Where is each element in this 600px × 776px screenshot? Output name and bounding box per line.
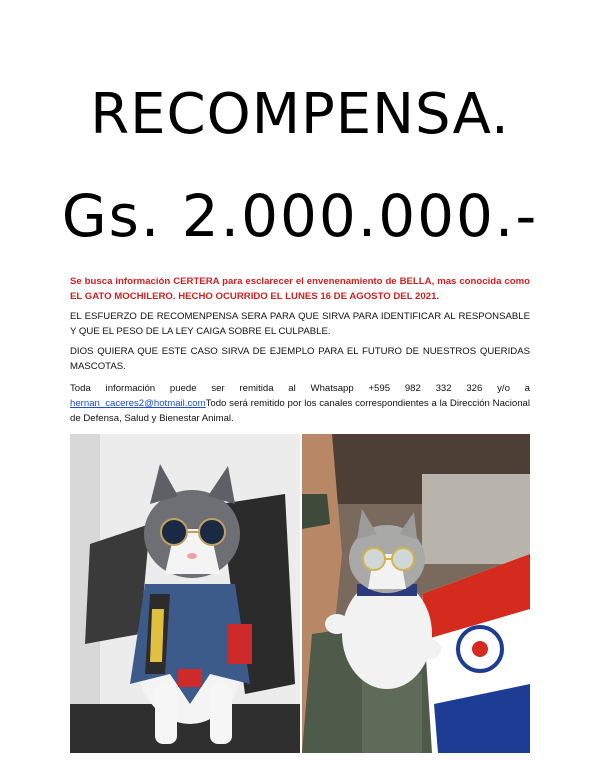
notice-paragraph: Se busca información CERTERA para esclarecer el envenenamiento de BELLA, mas conocida como EL GATO MOCHILERO. HECHO OCURRIDO EL LUNES 16 DE AGOSTO DEL 2021. [70,276,530,302]
reward-title: RECOMPENSA. [90,82,510,147]
cat-photo-vest [70,434,300,753]
email-link[interactable]: hernan_caceres2@hotmail.com [70,398,206,409]
cat-flag-illustration [302,434,530,753]
contact-paragraph [70,381,530,426]
wish-paragraph: DIOS QUIERA QUE ESTE CASO SIRVA DE EJEMPLO PARA EL FUTURO DE NUESTROS QUERIDAS MASCOTAS. [70,346,530,372]
purpose-paragraph: EL ESFUERZO DE RECOMENPENSA SERA PARA QUE SIRVA PARA IDENTIFICAR AL RESPONSABLE Y QUE EL PESO DE LA LEY CAIGA SOBRE EL CULPABLE. [70,311,530,337]
cat-vest-illustration [70,434,300,753]
reward-amount: Gs. 2.000.000.- [61,182,539,250]
cat-photo-flag [302,434,530,753]
contact-text-after: Todo será remitido por los canales correspondientes a la Dirección Nacional de Defensa, Salud y Bienestar Animal. [70,398,530,424]
contact-text-before: Toda información puede ser remitida al Whatsapp +595 982 332 326 y/o a [70,383,530,394]
